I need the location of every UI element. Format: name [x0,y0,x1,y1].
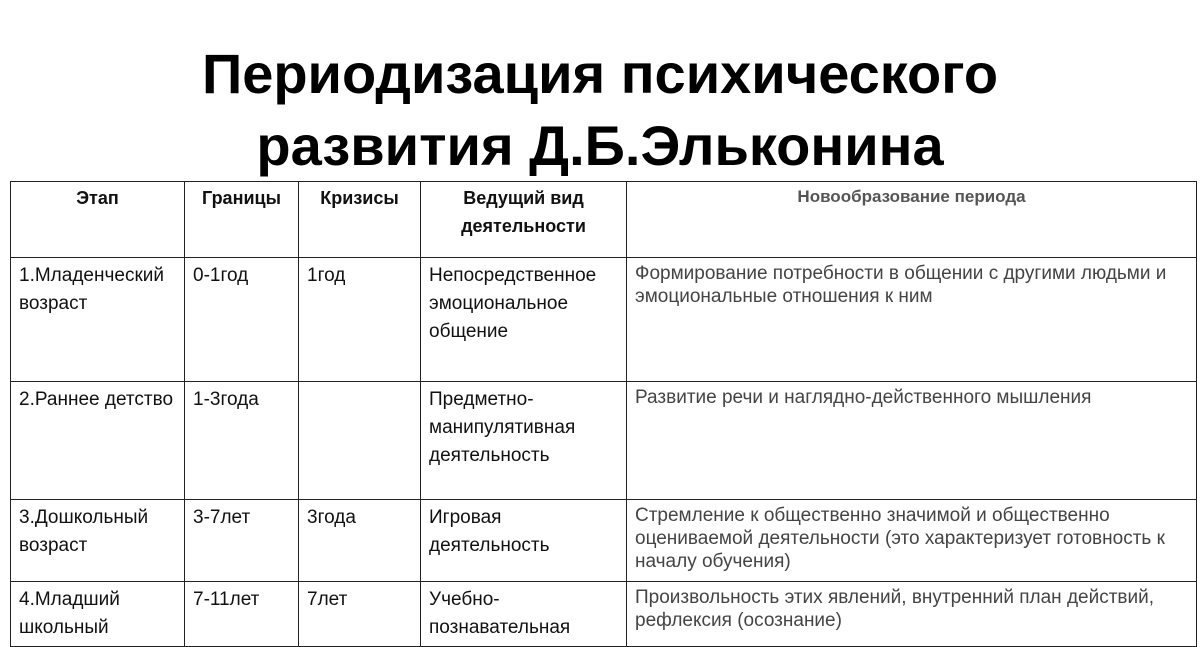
title-line-1: Периодизация психического [201,42,999,105]
header-activity: Ведущий вид деятельности [421,182,627,258]
table-row [11,258,1197,382]
table-row [11,500,1197,582]
cell-bounds: 3-7лет [185,500,299,582]
cell-activity: Игровая деятельность [421,500,627,582]
title-line-2: развития Д.Б.Эльконина [256,114,944,177]
table-row [11,382,1197,500]
cell-neoformation: Развитие речи и наглядно-действенного мышления [627,382,1197,500]
cell-activity: Учебно-познавательная [421,582,627,647]
cell-bounds: 7-11лет [185,582,299,647]
cell-bounds: 0-1год [185,258,299,382]
periodization-table [10,181,1197,647]
cell-activity: Непосредственное эмоциональное общение [421,258,627,382]
table-header-row [11,182,1197,258]
table-row [11,582,1197,647]
cell-stage: 3.Дошкольный возраст [11,500,185,582]
cell-crisis: 7лет [299,582,421,647]
cell-bounds: 1-3года [185,382,299,500]
cell-neoformation: Формирование потребности в общении с другими людьми и эмоциональные отношения к ним [627,258,1197,382]
cell-stage: 2.Раннее детство [11,382,185,500]
cell-stage: 4.Младший школьный [11,582,185,647]
cell-neoformation: Стремление к общественно значимой и общественно оцениваемой деятельности (это характеризует готовность к началу обучения) [627,500,1197,582]
cell-stage: 1.Младенческий возраст [11,258,185,382]
cell-crisis [299,382,421,500]
header-crises: Кризисы [299,182,421,258]
cell-crisis: 3года [299,500,421,582]
cell-activity: Предметно-манипулятивная деятельность [421,382,627,500]
page-title [0,38,1200,182]
header-bounds: Границы [185,182,299,258]
header-neoformation: Новообразование периода [627,182,1197,258]
header-stage: Этап [11,182,185,258]
cell-neoformation: Произвольность этих явлений, внутренний план действий, рефлексия (осознание) [627,582,1197,647]
cell-crisis: 1год [299,258,421,382]
